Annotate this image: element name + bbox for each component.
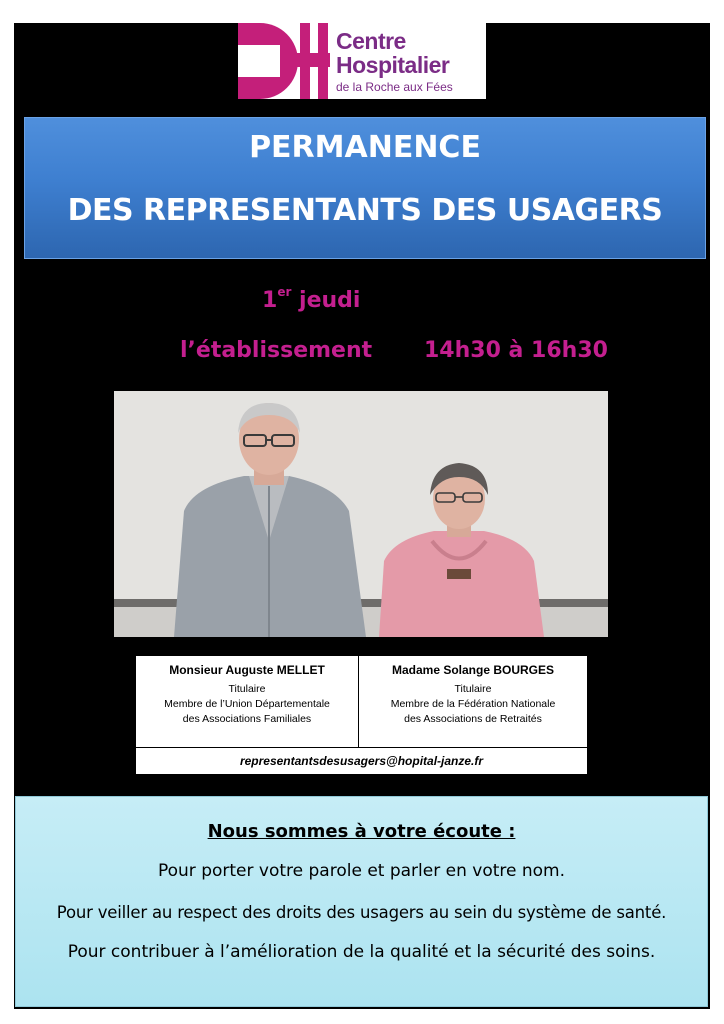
hospital-logo: [238, 23, 486, 99]
logo-line-1: Centre: [336, 27, 406, 54]
representative-name: Monsieur Auguste MELLET: [169, 663, 325, 677]
day-word: jeudi: [299, 288, 361, 313]
representative-role: Titulaire: [454, 683, 492, 695]
mission-heading-text: Nous sommes à votre écoute :: [207, 821, 516, 842]
schedule-day: [262, 285, 361, 313]
logo-line-3: de la Roche aux Fées: [336, 79, 453, 94]
representative-org-line-2: des Associations de Retraités: [404, 713, 542, 725]
photo-illustration: [114, 391, 608, 637]
mission-line: Pour contribuer à l’amélioration de la qualité et la sécurité des soins.: [67, 942, 656, 962]
representatives-table: [135, 655, 588, 775]
ch-logo-icon: [238, 23, 330, 99]
representative-card: [136, 656, 359, 747]
logo-line-2: Hospitalier: [336, 51, 450, 78]
banner-title-2: DES REPRESENTANTS DES USAGERS: [67, 193, 663, 228]
mission-line: Pour porter votre parole et parler en votre nom.: [157, 861, 565, 881]
representative-org-line-1: Membre de la Fédération Nationale: [390, 698, 556, 710]
schedule-time: 14h30 à 16h30: [424, 338, 608, 363]
representative-org-line-2: des Associations Familiales: [182, 713, 312, 725]
representative-role: Titulaire: [228, 683, 266, 695]
logo-text: [336, 27, 453, 94]
representative-name: Madame Solange BOURGES: [391, 663, 555, 677]
title-banner: [24, 117, 706, 259]
mission-line: Pour veiller au respect des droits des usagers au sein du système de santé.: [56, 903, 667, 922]
representative-org-line-1: Membre de l’Union Départementale: [164, 698, 330, 710]
contact-email[interactable]: representantsdesusagers@hopital-janze.fr: [136, 747, 587, 775]
schedule-place: l’établissement: [180, 338, 373, 363]
representatives-photo: [114, 391, 608, 637]
banner-title-1: PERMANENCE: [249, 130, 481, 165]
mission-heading: [16, 821, 707, 842]
representative-card: [359, 656, 587, 747]
day-superscript: er: [277, 285, 292, 299]
day-number: 1: [262, 288, 278, 313]
mission-box: [15, 796, 708, 1007]
